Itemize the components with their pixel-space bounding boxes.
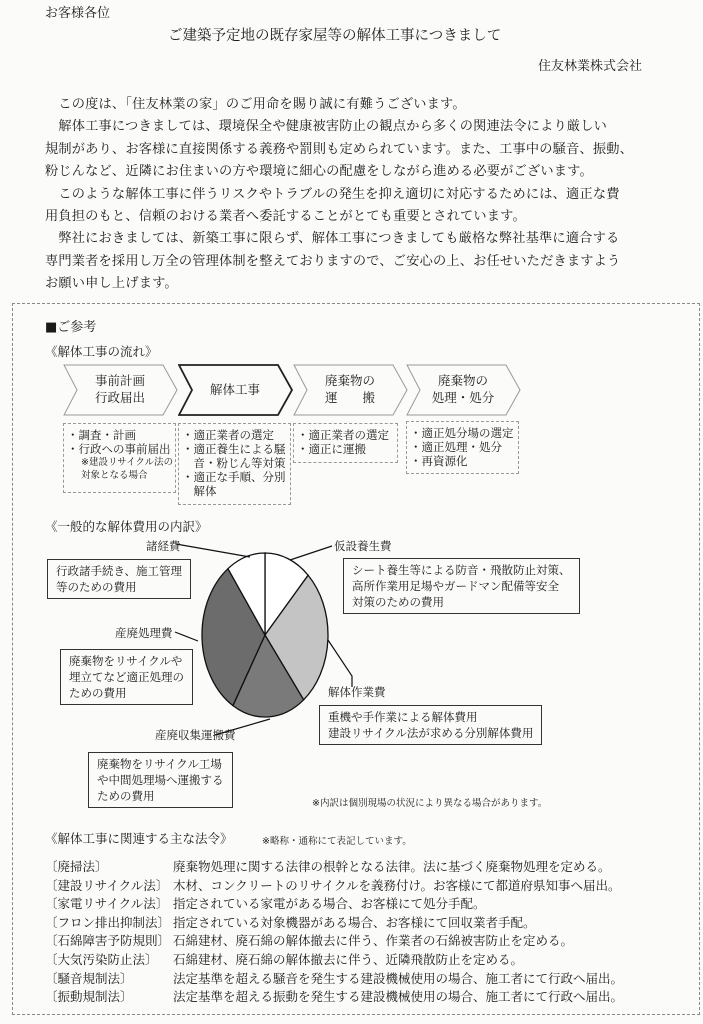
slice-description-line: シート養生等による防音・飛散防止対策、: [352, 563, 571, 577]
flow-step-item: ・適正業者の選定: [297, 428, 389, 442]
slice-description: [60, 649, 193, 705]
slice-label: 解体作業費: [328, 685, 386, 699]
body-line: 解体工事につきましては、環境保全や健康被害防止の観点から多くの関連法令により厳しい: [45, 119, 608, 135]
slice-description-line: 対策のための費用: [352, 595, 444, 609]
flow-step-item: ・適正処理・処分: [410, 440, 502, 454]
leader-line: [176, 544, 250, 557]
slice-description-line: 高所作業用足場やガードマン配備等安全: [352, 579, 559, 593]
law-name: 〔フロン排出抑制法〕: [45, 914, 171, 930]
flow-step-title-line: 事前計画: [94, 373, 145, 388]
body-line: 規制があり、お客様に直接関係する義務や罰則も定められています。また、工事中の騒音、振動、: [45, 141, 633, 157]
law-row: [45, 857, 611, 874]
law-name: 〔建設リサイクル法〕: [45, 877, 169, 893]
slice-description: [343, 558, 580, 614]
law-name: 〔廃掃法〕: [45, 859, 108, 874]
flow-step-title-line: 解体工事: [209, 381, 260, 397]
slice-label: 産廃処理費: [115, 626, 173, 640]
body-line: このような解体工事に伴うリスクやトラブルの発生を抑え適切に対応するためには、適正な費: [45, 186, 620, 202]
law-name: 〔家電リサイクル法〕: [45, 896, 169, 912]
cost-note: ※内訳は個別現場の状況により異なる場合があります。: [312, 798, 548, 809]
flow-heading: 《解体工事の流れ》: [45, 344, 158, 359]
slice-label: 諸経費: [146, 539, 181, 553]
slice-description-line: ための費用: [69, 686, 127, 700]
law-description: 指定されている家電がある場合、お客様にて処分手配。: [173, 896, 486, 912]
flow-step-title-line: 行政届出: [94, 390, 145, 405]
slice-description-line: 等のための費用: [56, 580, 137, 594]
slice-label: 仮設養生費: [334, 539, 392, 553]
law-description: 廃棄物処理に関する法律の根幹となる法律。法に基づく廃棄物処理を定める。: [173, 859, 611, 874]
body-line: この度は、「住友林業の家」のご用命を賜り誠に有難うございます。: [45, 97, 466, 112]
law-row: [45, 931, 574, 949]
slice-description-line: ための費用: [97, 789, 155, 803]
law-name: 〔大気汚染防止法〕: [45, 952, 158, 967]
flow-step-title-line: 廃棄物の: [437, 373, 488, 388]
slice-description-line: 廃棄物をリサイクル工場: [97, 757, 222, 771]
law-name: 〔振動規制法〕: [45, 989, 133, 1005]
flow-step-item: ・適正業者の選定: [182, 428, 274, 442]
flow-step-item: ・調査・計画: [67, 428, 136, 442]
slice-description-line: 重機や手作業による解体費用: [328, 710, 478, 724]
slice-description: [319, 705, 542, 745]
addressee: お客様各位: [45, 6, 111, 21]
flow-step-title-line: 廃棄物の: [324, 373, 375, 388]
law-row: [45, 876, 621, 893]
flow-step-title-line: 運 搬: [324, 390, 375, 405]
flow-step-item: ・適正養生による騒: [182, 442, 286, 456]
cost-heading: 《一般的な解体費用の内訳》: [45, 519, 208, 534]
law-name: 〔騒音規制法〕: [45, 970, 133, 986]
flow-step-item: ・再資源化: [410, 454, 468, 468]
slice-description: [47, 559, 191, 599]
law-description: 法定基準を超える振動を発生する建設機械使用の場合、施工者にて行政へ届出。: [173, 989, 624, 1005]
law-description: 石綿建材、廃石綿の解体撤去に伴う、近隣飛散防止を定める。: [173, 952, 524, 967]
laws-heading: 《解体工事に関連する主な法令》: [45, 831, 233, 846]
law-row: [45, 913, 536, 930]
flow-step-item: 音・粉じん等対策: [182, 456, 286, 470]
company-name: 住友林業株式会社: [538, 59, 643, 74]
law-row: [45, 969, 624, 986]
law-description: 木材、コンクリートのリサイクルを義務付け。お客様にて都道府県知事へ届出。: [173, 877, 621, 893]
body-line: 粉じんなど、近隣にお住まいの方や環境に細心の配慮をしながら進める必要がございます。: [45, 164, 593, 180]
flow-step-title-line: 処理・処分: [431, 390, 495, 405]
law-row: [45, 894, 486, 912]
law-row: [45, 950, 524, 967]
law-description: 石綿建材、廃石綿の解体撤去に伴う、作業者の石綿被害防止を定める。: [173, 933, 574, 949]
flow-step-note: ※建設リサイクル法の: [81, 457, 174, 468]
reference-heading: ■ご参考: [45, 320, 97, 335]
leader-line: [175, 632, 198, 641]
body-line: お願い申し上げます。: [45, 276, 178, 292]
slice-description-line: 廃棄物をリサイクルや: [69, 654, 183, 668]
slice-description-line: 埋立てなど適正処理の: [69, 670, 184, 684]
law-name: 〔石綿障害予防規則〕: [45, 933, 171, 949]
slice-description-line: 行政諸手続き、施工管理: [56, 564, 183, 578]
leader-line: [290, 546, 332, 560]
law-description: 法定基準を超える騒音を発生する建設機械使用の場合、施工者にて行政へ届出。: [173, 970, 624, 986]
leader-line: [328, 640, 352, 687]
body-line: 専門業者を採用し万全の管理体制を整えておりますので、ご安心の上、お任せいただきますよう: [45, 253, 621, 269]
body-line: 弊社におきましては、新築工事に限らず、解体工事につきましても厳格な弊社基準に適合する: [45, 231, 620, 247]
flow-step-note: 対象となる場合: [81, 470, 148, 481]
law-description: 指定されている対象機器がある場合、お客様にて回収業者手配。: [173, 914, 536, 930]
flow-step-item: ・適正に運搬: [297, 442, 366, 456]
law-row: [45, 987, 624, 1005]
slice-description-line: や中間処理場へ運搬する: [97, 773, 224, 787]
slice-description: [88, 752, 233, 808]
flow-step-item: ・行政への事前届出: [67, 442, 171, 456]
flow-step-item: ・適正な手順、分別: [182, 470, 286, 484]
slice-description-line: 建設リサイクル法が求める分別解体費用: [328, 726, 534, 740]
flow-step-item: ・適正処分場の選定: [410, 426, 514, 440]
page-title: ご建築予定地の既存家屋等の解体工事につきまして: [168, 28, 502, 44]
flow-step-item: 解体: [182, 484, 217, 498]
body-line: 用負担のもと、信頼のおける業者へ委託することがとても重要とされています。: [45, 209, 526, 224]
slice-label: 産廃収集運搬費: [155, 728, 236, 742]
laws-note: ※略称・通称にて表記しています。: [262, 836, 412, 847]
